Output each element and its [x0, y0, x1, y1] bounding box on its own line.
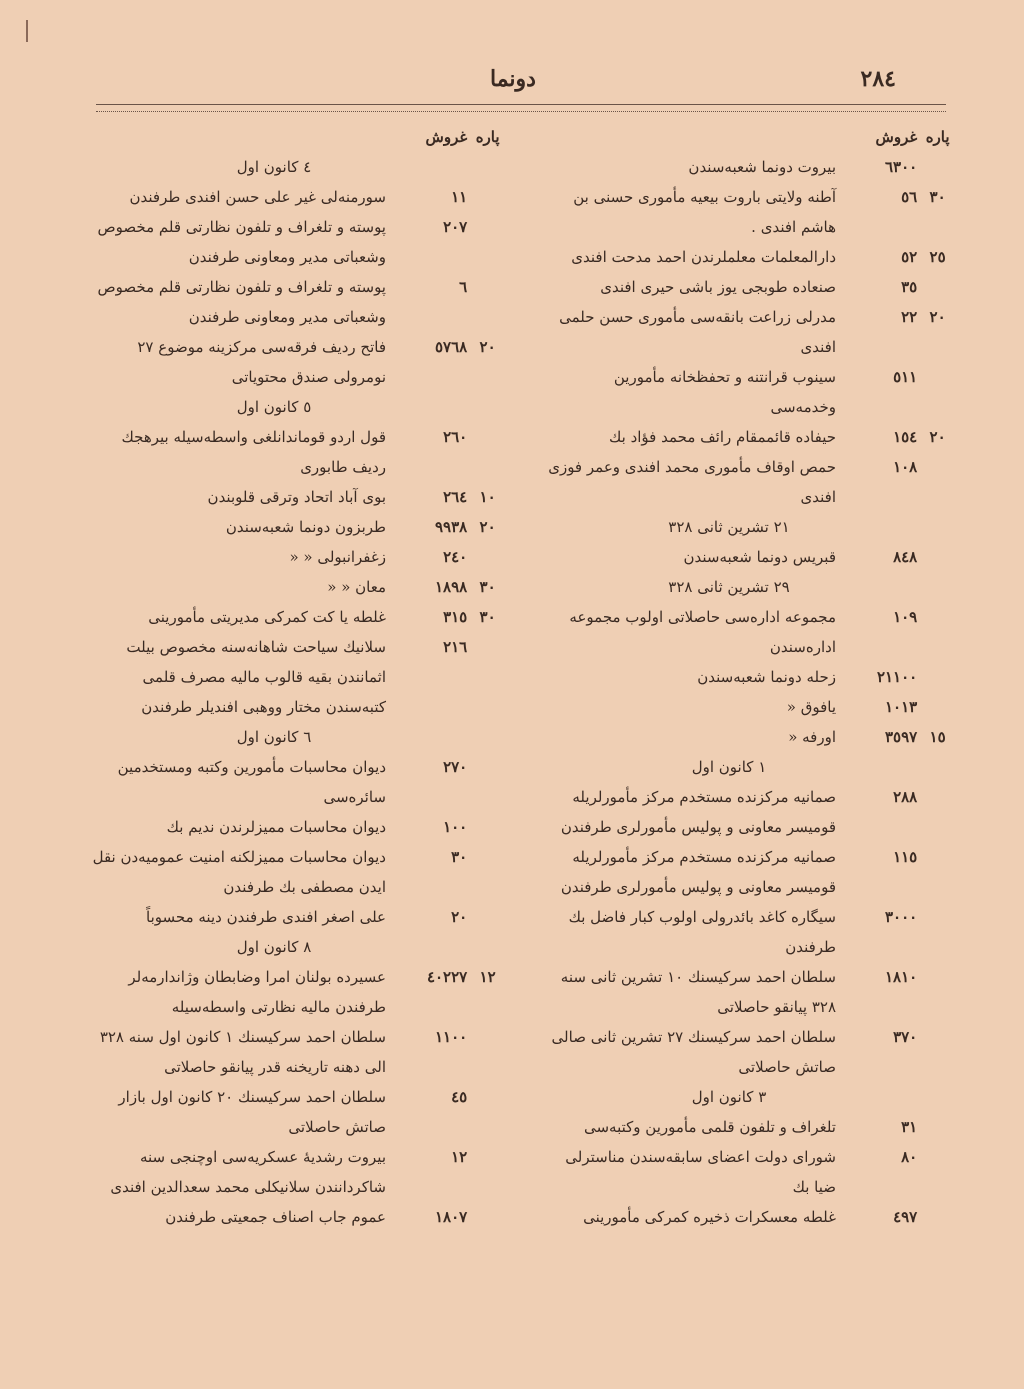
entry-kurus: ٥١١ — [893, 368, 918, 386]
ledger-entry — [84, 272, 504, 332]
entry-description: فاتح ردیف فرقه‌سی مرکزینه موضوع ٢٧ نومرولی صندق محتویاتی — [137, 338, 386, 386]
entry-amount — [394, 542, 504, 572]
entry-para — [921, 272, 954, 302]
ledger-entry — [544, 152, 954, 182]
entry-kurus: ١١٥ — [893, 848, 918, 866]
date-heading: ٨ كانون اول — [236, 938, 312, 956]
entry-para — [921, 542, 954, 572]
entry-description: زحله دونما شعبه‌سندن — [697, 668, 836, 686]
entry-amount — [844, 962, 954, 992]
entry-para: ٢٠ — [929, 428, 946, 446]
ledger-entry — [544, 602, 954, 662]
entry-kurus: ٢٨٨ — [893, 788, 918, 806]
entry-para — [921, 1112, 954, 1142]
entry-amount — [844, 692, 954, 722]
entry-amount — [394, 482, 504, 512]
entry-description: زغفرانبولی « « — [289, 548, 386, 566]
entry-description: سلطان احمد سرکیسنك ٢٠ كانون اول بازار صاتش حاصلاتی — [118, 1088, 386, 1136]
entry-para — [921, 902, 954, 932]
ledger-entry — [544, 902, 954, 962]
entry-para — [921, 602, 954, 632]
entry-description: بیروت رشدیهٔ عسکریه‌سی اوچنجی سنه شاکردانندن سلانیکلی محمد سعدالدین افندی — [110, 1148, 386, 1196]
entry-kurus: ٤٠٢٢٧ — [426, 968, 468, 986]
entry-kurus: ١١٠٠ — [435, 1028, 468, 1046]
running-title: دونما — [490, 66, 536, 92]
entry-para — [471, 182, 504, 212]
entry-para — [921, 662, 954, 692]
entry-para — [921, 692, 954, 722]
entry-para — [471, 1202, 504, 1232]
entry-kurus: ١٨٠٧ — [435, 1208, 468, 1226]
entry-para: ٣٠ — [479, 578, 496, 596]
entry-amount — [844, 1142, 954, 1172]
heading-para: پاره — [475, 128, 500, 146]
heading-para: پاره — [925, 128, 950, 146]
heading-kurus: غروش — [875, 128, 918, 146]
entry-amount — [844, 542, 954, 572]
entry-kurus: ١٨١٠ — [885, 968, 918, 986]
ledger-entry — [84, 962, 504, 1022]
entry-kurus: ٦٣٠٠ — [885, 158, 918, 176]
entry-amount — [394, 182, 504, 212]
ledger-entry — [84, 422, 504, 482]
entry-description: مدرلی زراعت بانقه‌سی مأموری حسن حلمی افندی — [559, 308, 836, 356]
entry-kurus: ٢١٦ — [443, 638, 468, 656]
entry-kurus: ١٠٩ — [893, 608, 918, 626]
entry-description: تلغراف و تلفون قلمی مأمورین وکتبه‌سی — [583, 1118, 836, 1136]
entry-kurus: ١٠١٣ — [885, 698, 918, 716]
ledger-entry — [84, 332, 504, 392]
entry-description: دیوان محاسبات ممیزلکنه امنیت عمومیه‌دن نقل ایدن مصطفی بك طرفندن — [92, 848, 386, 896]
entry-amount — [394, 632, 504, 662]
entry-para — [471, 1142, 504, 1172]
entry-amount — [394, 572, 504, 602]
entry-para: ٣٠ — [929, 188, 946, 206]
entry-description: اورفه « — [788, 728, 836, 746]
ledger-entry — [544, 722, 954, 752]
ledger-entry — [84, 482, 504, 512]
entry-description: سینوب قرانتنه و تحفظخانه مأمورین وخدمه‌سی — [613, 368, 836, 416]
entry-description: حمص اوقاف مأموری محمد افندی وعمر فوزی افندی — [548, 458, 836, 506]
entry-description: قبریس دونما شعبه‌سندن — [683, 548, 836, 566]
date-heading: ٢١ تشرین ثانی ٣٢٨ — [668, 518, 790, 536]
ledger-entry — [544, 662, 954, 692]
entry-para: ١٠ — [479, 488, 496, 506]
entry-description: عموم جاب اصناف جمعیتی طرفندن — [165, 1208, 386, 1226]
ledger-entry — [544, 1202, 954, 1232]
entry-amount — [394, 812, 504, 842]
entry-kurus: ٢٠٧ — [443, 218, 468, 236]
ledger-entry — [544, 302, 954, 362]
entry-kurus: ٢٢ — [901, 308, 918, 326]
entry-kurus: ٢٤٠ — [443, 548, 468, 566]
entry-amount — [394, 1082, 504, 1112]
heading-amount — [844, 122, 954, 152]
page-number: ٢٨٤ — [860, 66, 896, 92]
entry-amount — [394, 842, 504, 872]
ledger-entry — [84, 842, 504, 902]
entry-description: بوی آباد اتحاد وترقی قلوبندن — [207, 488, 386, 506]
ledger-entry — [544, 1112, 954, 1142]
entry-kurus: ١٢ — [451, 1148, 468, 1166]
ledger-entry — [84, 1202, 504, 1232]
entry-description: طربزون دونما شعبه‌سندن — [225, 518, 386, 536]
entry-amount — [394, 602, 504, 632]
entry-para — [921, 1142, 954, 1172]
entry-kurus: ١٥٤ — [893, 428, 918, 446]
entry-kurus: ١٨٩٨ — [435, 578, 468, 596]
ledger-entry — [544, 362, 954, 422]
entry-description: سلطان احمد سرکیسنك ٢٧ تشرین ثانی صالی صاتش حاصلاتی — [551, 1028, 836, 1076]
entry-amount — [844, 362, 954, 392]
column-heading — [84, 122, 504, 152]
date-heading: ٥ كانون اول — [236, 398, 312, 416]
entry-para — [471, 422, 504, 452]
entry-para — [471, 1082, 504, 1112]
entry-kurus: ٩٩٣٨ — [435, 518, 468, 536]
ledger-entry — [84, 212, 504, 272]
ledger-entry — [84, 182, 504, 212]
ledger-entry — [544, 692, 954, 722]
entry-para — [921, 1202, 954, 1232]
ledger-entry — [84, 812, 504, 842]
entry-amount — [844, 182, 954, 212]
heading-kurus: غروش — [425, 128, 468, 146]
page-header — [0, 66, 1024, 106]
entry-para — [471, 902, 504, 932]
entry-para — [921, 962, 954, 992]
entry-description: یافوق « — [786, 698, 836, 716]
entry-amount — [844, 722, 954, 752]
date-heading: ٤ كانون اول — [236, 158, 312, 176]
entry-kurus: ٤٥ — [451, 1088, 468, 1106]
entry-kurus: ٨٠ — [901, 1148, 918, 1166]
entry-amount — [844, 152, 954, 182]
entry-description: سورمنه‌لی غیر علی حسن افندی طرفندن — [129, 188, 386, 206]
entry-description: سلطان احمد سرکیسنك ١ كانون اول سنه ٣٢٨ الی دهنه تاریخنه قدر پیانقو حاصلاتی — [99, 1028, 386, 1076]
entry-para — [471, 272, 504, 302]
entry-kurus: ٦ — [459, 278, 468, 296]
entry-amount — [394, 512, 504, 542]
entry-description: آطنه ولایتی باروت بیعیه مأموری حسنی بن هاشم افندی . — [573, 188, 836, 236]
entry-amount — [394, 1022, 504, 1052]
entry-kurus: ٥٦ — [901, 188, 918, 206]
entry-amount — [394, 1142, 504, 1172]
entry-kurus: ١١ — [451, 188, 468, 206]
entry-para: ٢٥ — [929, 248, 946, 266]
entry-description: بیروت دونما شعبه‌سندن — [688, 158, 836, 176]
entry-kurus: ٣٠٠٠ — [885, 908, 918, 926]
entry-kurus: ٣٥٩٧ — [885, 728, 918, 746]
entry-kurus: ٣٠ — [451, 848, 468, 866]
entry-description: علی اصغر افندی طرفندن دینه محسوباً — [146, 908, 386, 926]
entry-para: ١٢ — [479, 968, 496, 986]
entry-description: دیوان محاسبات ممیزلرندن ندیم بك — [166, 818, 386, 836]
entry-description: صنعاده طوبجی یوز باشی حیری افندی — [600, 278, 836, 296]
ledger-entry — [84, 632, 504, 722]
entry-amount — [844, 602, 954, 632]
entry-description: سیگاره كاغد بائدرولی اولوب کبار فاضل بك طرفندن — [568, 908, 836, 956]
entry-amount — [844, 452, 954, 482]
ledger-entry — [544, 542, 954, 572]
entry-amount — [844, 242, 954, 272]
entry-description: صمانیه مرکزنده مستخدم مرکز مأمورلریله قومیسر معاونی و پولیس مأمورلری طرفندن — [560, 848, 836, 896]
ledger-entry — [84, 602, 504, 632]
ink-mark — [26, 20, 28, 42]
entry-amount — [844, 422, 954, 452]
entry-amount — [394, 332, 504, 362]
entry-description: عسیرده بولنان امرا وضابطان وژاندارمه‌لر طرفندن مالیه نظارتی واسطه‌سیله — [128, 968, 386, 1016]
entry-amount — [844, 662, 954, 692]
entry-description: پوسته و تلغراف و تلفون نظارتی قلم مخصوص وشعباتی مدیر ومعاونی طرفندن — [97, 278, 386, 326]
entry-kurus: ١٠٠ — [443, 818, 468, 836]
ledger-entry — [544, 242, 954, 272]
entry-description: پوسته و تلغراف و تلفون نظارتی قلم مخصوص وشعباتی مدیر ومعاونی طرفندن — [97, 218, 386, 266]
entry-para — [471, 752, 504, 782]
ledger-entry — [84, 752, 504, 812]
entry-description: غلطه معسکرات ذخیره کمرکی مأمورینی — [583, 1208, 836, 1226]
entry-amount — [394, 962, 504, 992]
entry-kurus: ٥٧٦٨ — [435, 338, 468, 356]
entry-amount — [844, 1022, 954, 1052]
entry-description: سلانیك سیاحت شاهانه‌سنه مخصوص بیلت اثمانندن بقیه قالوب مالیه مصرف قلمی کتبه‌سندن مختار ووهبی افندیلر طرفندن — [126, 638, 386, 716]
entry-description: دیوان محاسبات مأمورین وکتبه ومستخدمین سائره‌سی — [117, 758, 386, 806]
entry-para: ٢٠ — [479, 338, 496, 356]
entry-kurus: ٣٧٠ — [893, 1028, 918, 1046]
ledger-entry — [84, 902, 504, 932]
entry-para — [921, 362, 954, 392]
entry-description: مجموعه اداره‌سی حاصلاتی اولوب مجموعه اداره‌سندن — [569, 608, 836, 656]
right-column — [544, 122, 954, 1232]
ledger-entry — [544, 1142, 954, 1202]
entry-kurus: ٢٠ — [451, 908, 468, 926]
entry-para — [921, 1022, 954, 1052]
ledger-entry — [544, 272, 954, 302]
column-heading — [544, 122, 954, 152]
ledger-entry — [544, 452, 954, 512]
entry-amount — [394, 422, 504, 452]
entry-amount — [394, 752, 504, 782]
entry-amount — [394, 272, 504, 302]
entry-kurus: ٨٤٨ — [893, 548, 918, 566]
entry-description: دارالمعلمات معلملرندن احمد مدحت افندی — [571, 248, 836, 266]
entry-para: ٢٠ — [929, 308, 946, 326]
date-heading: ٦ كانون اول — [236, 728, 312, 746]
entry-kurus: ١٠٨ — [893, 458, 918, 476]
entry-kurus: ٤٩٧ — [893, 1208, 918, 1226]
heading-amount — [394, 122, 504, 152]
entry-para: ٢٠ — [479, 518, 496, 536]
entry-para — [921, 782, 954, 812]
ledger-entry — [84, 1142, 504, 1202]
header-rule — [96, 104, 946, 112]
ledger-entry — [84, 512, 504, 542]
entry-para — [471, 212, 504, 242]
entry-kurus: ٣١ — [901, 1118, 918, 1136]
entry-amount — [844, 842, 954, 872]
entry-description: معان « « — [327, 578, 386, 596]
entry-description: صمانیه مرکزنده مستخدم مرکز مأمورلریله قومیسر معاونی و پولیس مأمورلری طرفندن — [560, 788, 836, 836]
entry-description: قول اردو قوماندانلغی واسطه‌سیله بیرهجك ردیف طابوری — [121, 428, 386, 476]
entry-para — [471, 842, 504, 872]
entry-para — [921, 452, 954, 482]
entry-description: حیفاده قائممقام رائف محمد فؤاد بك — [609, 428, 836, 446]
entry-amount — [844, 782, 954, 812]
entry-amount — [844, 272, 954, 302]
ledger-entry — [84, 1082, 504, 1142]
entry-kurus: ٣١٥ — [443, 608, 468, 626]
entry-para: ٣٠ — [479, 608, 496, 626]
entry-description: شورای دولت اعضای سابقه‌سندن مناسترلی ضیا بك — [565, 1148, 836, 1196]
ledger-entry — [544, 782, 954, 842]
entry-amount — [844, 1112, 954, 1142]
entry-kurus: ٣٥ — [901, 278, 918, 296]
entry-kurus: ٢٧٠ — [443, 758, 468, 776]
ledger-entry — [84, 572, 504, 602]
left-column — [84, 122, 504, 1232]
entry-amount — [844, 902, 954, 932]
ledger-entry — [84, 1022, 504, 1082]
entry-amount — [844, 1202, 954, 1232]
entry-kurus: ٢٦٠ — [443, 428, 468, 446]
entry-para — [921, 842, 954, 872]
entry-para — [471, 812, 504, 842]
entry-kurus: ٥٢ — [901, 248, 918, 266]
entry-para — [921, 152, 954, 182]
entry-amount — [394, 1202, 504, 1232]
ledger-entry — [544, 842, 954, 902]
entry-para: ١٥ — [929, 728, 946, 746]
entry-para — [471, 632, 504, 662]
entry-para — [471, 1022, 504, 1052]
ledger-entry — [84, 542, 504, 572]
ledger-entry — [544, 422, 954, 452]
entry-amount — [844, 302, 954, 332]
date-heading: ٢٩ تشرین ثانی ٣٢٨ — [668, 578, 790, 596]
ledger-entry — [544, 182, 954, 242]
date-heading: ٣ كانون اول — [691, 1088, 767, 1106]
entry-amount — [394, 212, 504, 242]
entry-amount — [394, 902, 504, 932]
date-heading: ١ كانون اول — [691, 758, 767, 776]
entry-description: غلطه یا کت کمرکی مدیریتی مأمورینی — [148, 608, 386, 626]
entry-kurus: ٢١١٠٠ — [876, 668, 918, 686]
ledger-entry — [544, 1022, 954, 1082]
ledger-entry — [544, 962, 954, 1022]
entry-kurus: ٢٦٤ — [443, 488, 468, 506]
entry-para — [471, 542, 504, 572]
entry-description: سلطان احمد سرکیسنك ١٠ تشرین ثانی سنه ٣٢٨ پیانقو حاصلاتی — [560, 968, 836, 1016]
